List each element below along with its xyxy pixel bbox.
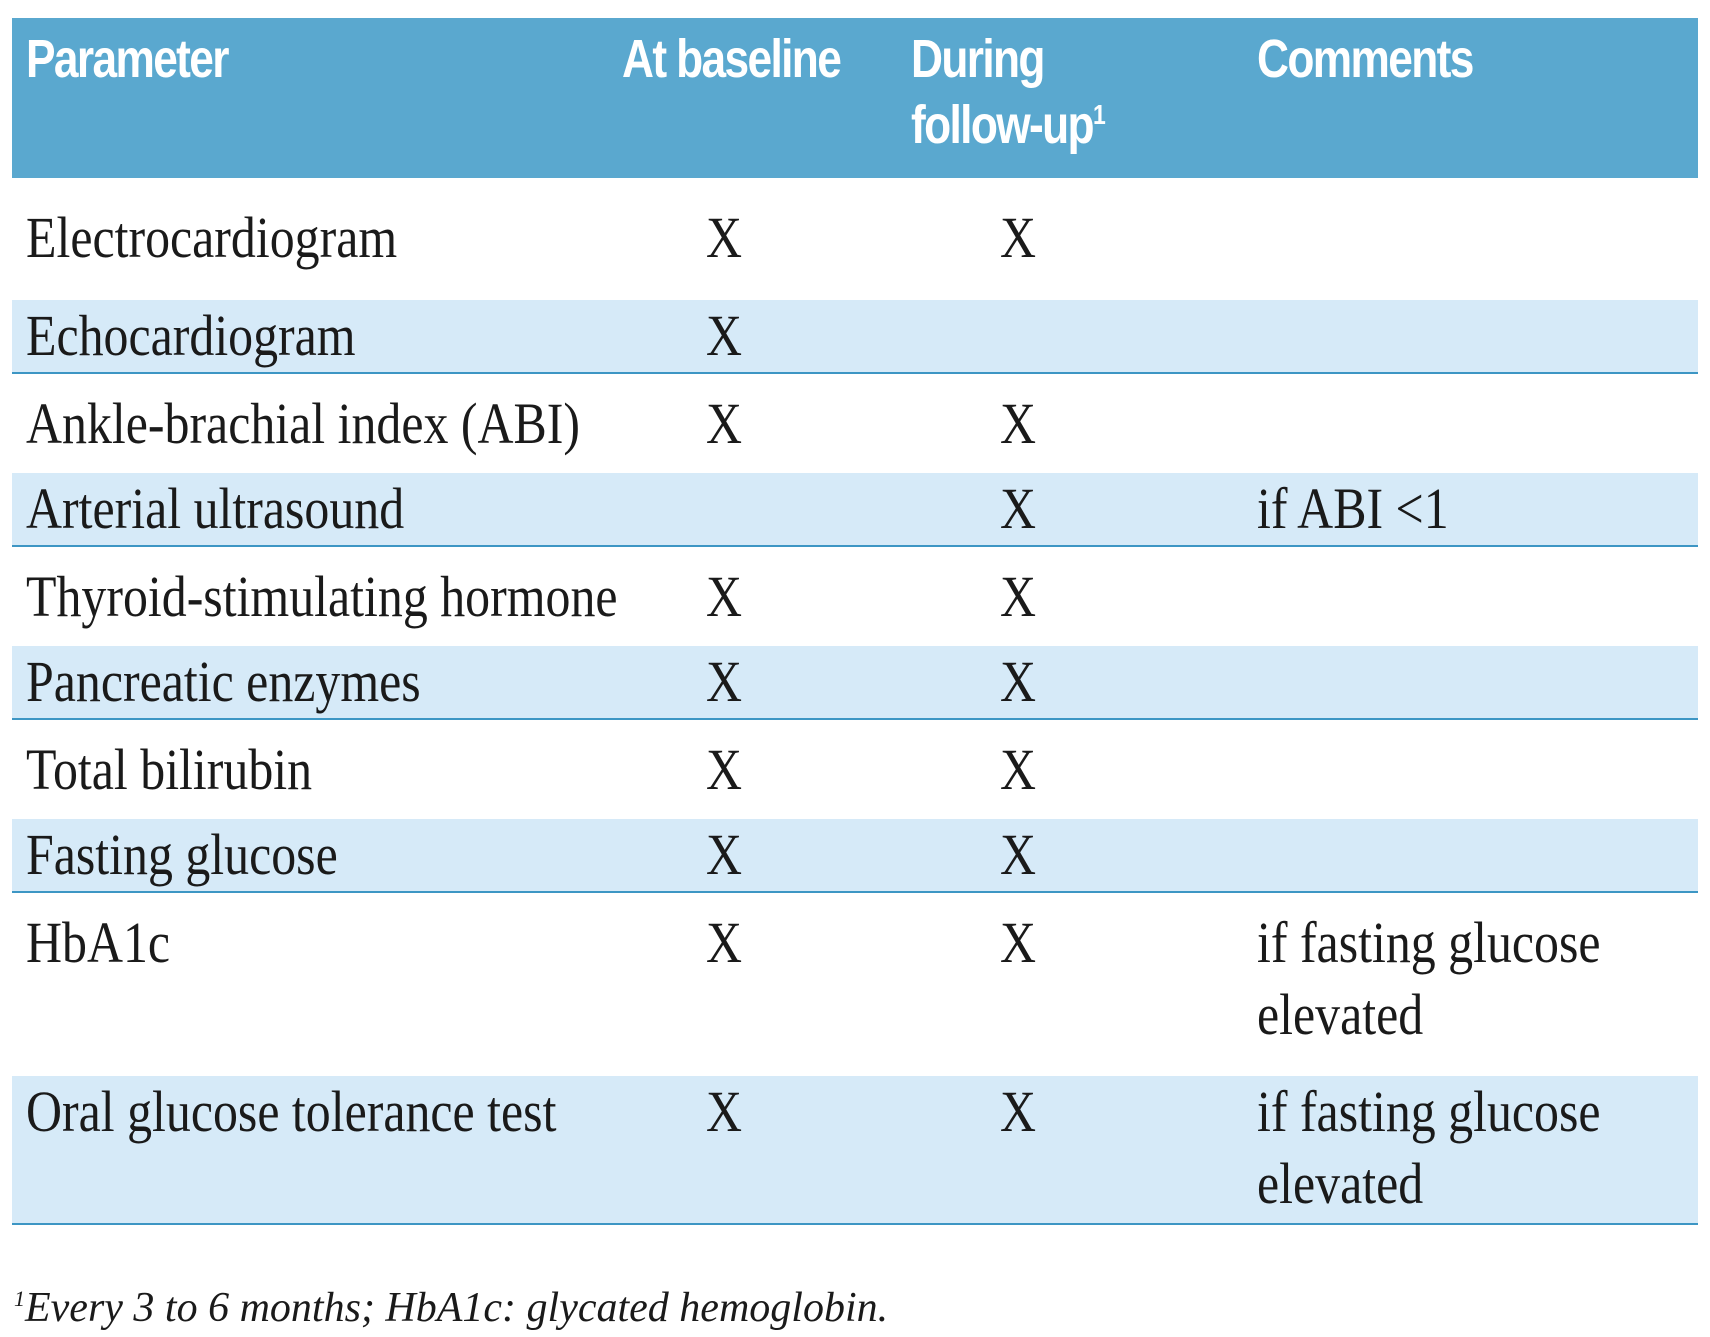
footnote-mark: 1: [14, 1286, 25, 1311]
cell-parameter: [12, 546, 618, 646]
followup-mark: X: [1000, 391, 1037, 456]
header-baseline-label: At baseline: [622, 29, 841, 89]
cell-comment: [1227, 546, 1698, 646]
baseline-mark: X: [706, 391, 743, 456]
cell-baseline: [602, 546, 897, 646]
header-comments: [1227, 18, 1698, 178]
cell-comment: [1227, 373, 1698, 473]
followup-mark: X: [1000, 737, 1037, 802]
cell-baseline: [602, 473, 897, 546]
cell-comment: [1227, 892, 1698, 1076]
cell-comment: [1227, 646, 1698, 719]
cell-followup: [897, 819, 1227, 892]
comment-text-line1: if fasting glucose: [1257, 1079, 1601, 1144]
cell-followup: [897, 300, 1227, 373]
table-row: [12, 473, 1698, 546]
cell-baseline: [602, 300, 897, 373]
cell-baseline: [602, 373, 897, 473]
cell-parameter: [12, 892, 602, 1076]
cell-baseline: [602, 202, 897, 300]
monitoring-table: [12, 18, 1698, 1225]
cell-parameter: [12, 473, 602, 546]
cell-baseline: [602, 1076, 897, 1224]
baseline-mark: X: [706, 822, 743, 887]
header-spacer: [12, 178, 1698, 202]
cell-comment: [1227, 202, 1698, 300]
followup-mark: X: [1000, 476, 1037, 541]
cell-parameter: [12, 202, 602, 300]
baseline-mark: X: [706, 205, 743, 270]
cell-parameter: [12, 719, 602, 819]
table-header: [12, 18, 1698, 178]
cell-comment: [1227, 819, 1698, 892]
footnote-text: Every 3 to 6 months; HbA1c: glycated hemoglobin.: [25, 1285, 889, 1331]
comment-text: if ABI <1: [1257, 476, 1449, 541]
table-row: [12, 546, 1698, 646]
header-followup-line1: During: [911, 29, 1044, 89]
table-row: [12, 646, 1698, 719]
header-followup-label: [911, 26, 1104, 158]
cell-parameter: [12, 1076, 602, 1224]
followup-mark: X: [1000, 910, 1037, 975]
table-body: [12, 178, 1698, 1224]
followup-mark: X: [1000, 205, 1037, 270]
table-row: [12, 300, 1698, 373]
cell-followup: [897, 1076, 1227, 1224]
baseline-mark: X: [706, 1079, 743, 1144]
comment-text-line2: elevated: [1257, 1151, 1424, 1216]
cell-followup: [897, 546, 1227, 646]
cell-parameter: [12, 819, 602, 892]
cell-followup: [897, 202, 1227, 300]
header-parameter: [12, 18, 602, 178]
monitoring-table-container: [12, 18, 1698, 1225]
parameter-text: Total bilirubin: [26, 737, 313, 802]
header-followup-line2: follow-up: [911, 95, 1093, 155]
cell-comment: [1227, 473, 1698, 546]
cell-baseline: [602, 892, 897, 1076]
cell-baseline: [602, 819, 897, 892]
parameter-text: Fasting glucose: [26, 822, 338, 887]
table-row: [12, 373, 1698, 473]
parameter-text: Echocardiogram: [26, 303, 356, 368]
cell-comment: [1227, 1076, 1698, 1224]
parameter-text: Ankle-brachial index (ABI): [26, 391, 581, 456]
header-baseline: [602, 18, 897, 178]
followup-mark: X: [1000, 822, 1037, 887]
baseline-mark: X: [706, 564, 743, 629]
cell-followup: [897, 719, 1227, 819]
cell-parameter: [12, 646, 602, 719]
cell-followup: [897, 473, 1227, 546]
cell-followup: [897, 373, 1227, 473]
header-followup-footnote-mark: 1: [1092, 99, 1105, 130]
cell-parameter: [12, 300, 602, 373]
cell-baseline: [602, 646, 897, 719]
table-row: [12, 1076, 1698, 1224]
table-row: [12, 719, 1698, 819]
cell-baseline: [602, 719, 897, 819]
table-row: [12, 819, 1698, 892]
baseline-mark: X: [706, 737, 743, 802]
comment-text-line2: elevated: [1257, 982, 1424, 1047]
table-row: [12, 202, 1698, 300]
header-parameter-label: Parameter: [26, 29, 228, 89]
parameter-text: Electrocardiogram: [26, 205, 398, 270]
cell-comment: [1227, 719, 1698, 819]
followup-mark: X: [1000, 649, 1037, 714]
followup-mark: X: [1000, 1079, 1037, 1144]
cell-parameter: [12, 373, 602, 473]
parameter-text: HbA1c: [26, 910, 171, 975]
cell-followup: [897, 646, 1227, 719]
baseline-mark: X: [706, 649, 743, 714]
parameter-text: Oral glucose tolerance test: [26, 1079, 557, 1144]
header-row: [12, 18, 1698, 178]
baseline-mark: X: [706, 303, 743, 368]
followup-mark: X: [1000, 564, 1037, 629]
cell-comment: [1227, 300, 1698, 373]
table-row: [12, 892, 1698, 1076]
baseline-mark: X: [706, 910, 743, 975]
header-followup: [897, 18, 1227, 178]
parameter-text: Pancreatic enzymes: [26, 649, 421, 714]
cell-followup: [897, 892, 1227, 1076]
table-footnote: [14, 1284, 888, 1332]
parameter-text: Thyroid-stimulating hormone: [26, 564, 618, 629]
comment-text-line1: if fasting glucose: [1257, 910, 1601, 975]
parameter-text: Arterial ultrasound: [26, 476, 405, 541]
header-comments-label: Comments: [1257, 29, 1473, 89]
